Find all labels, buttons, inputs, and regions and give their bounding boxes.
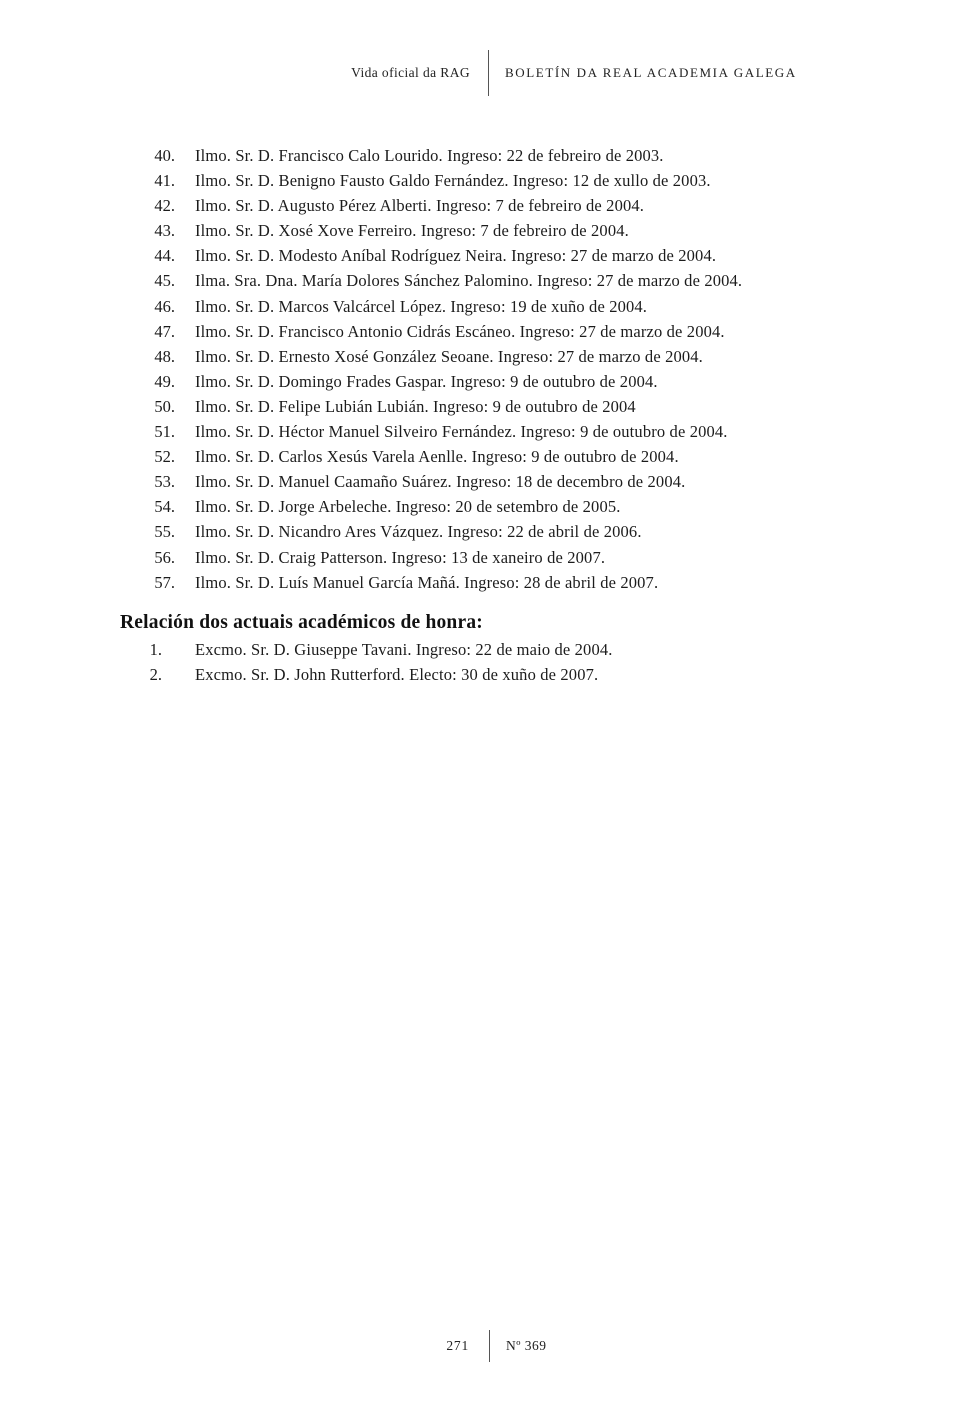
list-item-number: 40. <box>154 146 175 165</box>
list-item-number: 42. <box>154 196 175 216</box>
list-item-number: 57. <box>154 572 175 592</box>
list-item <box>120 545 860 570</box>
list-item-number: 50. <box>154 396 175 416</box>
list-item-text: Ilmo. Sr. D. Carlos Xesús Varela Aenlle. Ingreso: 9 de outubro de 2004. <box>195 447 679 467</box>
list-item-number: 52. <box>154 447 175 467</box>
list-item-text: Ilmo. Sr. D. Craig Patterson. Ingreso: 13 de xaneiro de 2007. <box>195 547 606 567</box>
list-item-text: Ilmo. Sr. D. Luís Manuel García Mañá. Ingreso: 28 de abril de 2007. <box>195 572 659 592</box>
page-number: 271 <box>446 1338 469 1353</box>
list-item <box>120 394 860 419</box>
list-item-number: 49. <box>154 371 175 391</box>
list-item <box>120 519 860 544</box>
members-list <box>120 143 860 595</box>
list-item <box>120 444 860 469</box>
list-item <box>120 218 860 243</box>
list-item-text: Ilmo. Sr. D. Modesto Aníbal Rodríguez Neira. Ingreso: 27 de marzo de 2004. <box>195 246 717 266</box>
list-item <box>120 369 860 394</box>
header-journal-title: BOLETÍN DA REAL ACADEMIA GALEGA <box>505 65 797 80</box>
list-item <box>120 193 860 218</box>
list-item-number: 53. <box>154 472 175 492</box>
list-item-number: 48. <box>154 346 175 366</box>
list-item-text: Ilmo. Sr. D. Jorge Arbeleche. Ingreso: 20 de setembro de 2005. <box>195 497 621 517</box>
honra-list <box>120 637 860 687</box>
list-item-text: Ilmo. Sr. D. Felipe Lubián Lubián. Ingreso: 9 de outubro de 2004 <box>195 396 636 416</box>
list-item-number: 1. <box>149 639 162 659</box>
list-item-text: Ilmo. Sr. D. Nicandro Ares Vázquez. Ingreso: 22 de abril de 2006. <box>195 522 642 542</box>
list-item-text: Excmo. Sr. D. Giuseppe Tavani. Ingreso: 22 de maio de 2004. <box>195 639 613 659</box>
list-item <box>120 294 860 319</box>
list-item <box>120 268 860 293</box>
list-item <box>120 419 860 444</box>
list-item <box>120 494 860 519</box>
list-item-number: 54. <box>154 497 175 517</box>
list-item <box>120 662 860 687</box>
list-item-number: 43. <box>154 221 175 241</box>
section-heading-honra: Relación dos actuais académicos de honra: <box>120 611 483 633</box>
list-item <box>120 243 860 268</box>
list-item <box>120 344 860 369</box>
list-item-text: Ilmo. Sr. D. Domingo Frades Gaspar. Ingreso: 9 de outubro de 2004. <box>195 371 658 391</box>
header-section-title: Vida oficial da RAG <box>351 65 470 80</box>
list-item-text: Ilmo. Sr. D. Marcos Valcárcel López. Ingreso: 19 de xuño de 2004. <box>195 296 648 316</box>
list-item-text: Ilmo. Sr. D. Francisco Antonio Cidrás Escáneo. Ingreso: 27 de marzo de 2004. <box>195 321 725 341</box>
list-item-number: 45. <box>154 271 175 291</box>
list-item <box>120 469 860 494</box>
list-item <box>120 319 860 344</box>
issue-number: Nº 369 <box>506 1338 547 1353</box>
list-item-number: 44. <box>154 246 175 266</box>
list-item <box>120 143 860 168</box>
page-footer <box>0 1330 975 1362</box>
list-item-number: 47. <box>154 321 175 341</box>
list-item-text: Ilmo. Sr. D. Manuel Caamaño Suárez. Ingreso: 18 de decembro de 2004. <box>195 472 686 492</box>
list-item-text: Ilmo. Sr. D. Augusto Pérez Alberti. Ingreso: 7 de febreiro de 2004. <box>195 196 645 216</box>
list-item-text: Ilmo. Sr. D. Héctor Manuel Silveiro Fernández. Ingreso: 9 de outubro de 2004. <box>195 422 728 442</box>
list-item-text: Ilmo. Sr. D. Xosé Xove Ferreiro. Ingreso: 7 de febreiro de 2004. <box>195 221 629 241</box>
list-item-number: 41. <box>154 171 175 191</box>
list-item <box>120 168 860 193</box>
list-item-number: 55. <box>154 522 175 542</box>
list-item-text: Ilmo. Sr. D. Francisco Calo Lourido. Ingreso: 22 de febreiro de 2003. <box>195 146 664 165</box>
list-item-number: 2. <box>149 664 162 684</box>
list-item <box>120 637 860 662</box>
list-item-number: 51. <box>154 422 175 442</box>
list-item-number: 56. <box>154 547 175 567</box>
list-item-text: Ilma. Sra. Dna. María Dolores Sánchez Palomino. Ingreso: 27 de marzo de 2004. <box>195 271 743 291</box>
list-item-text: Excmo. Sr. D. John Rutterford. Electo: 30 de xuño de 2007. <box>195 664 599 684</box>
list-item <box>120 570 860 595</box>
list-item-number: 46. <box>154 296 175 316</box>
list-item-text: Ilmo. Sr. D. Ernesto Xosé González Seoane. Ingreso: 27 de marzo de 2004. <box>195 346 703 366</box>
page-body <box>120 143 860 687</box>
page-header <box>0 50 975 96</box>
list-item-text: Ilmo. Sr. D. Benigno Fausto Galdo Fernández. Ingreso: 12 de xullo de 2003. <box>195 171 711 191</box>
